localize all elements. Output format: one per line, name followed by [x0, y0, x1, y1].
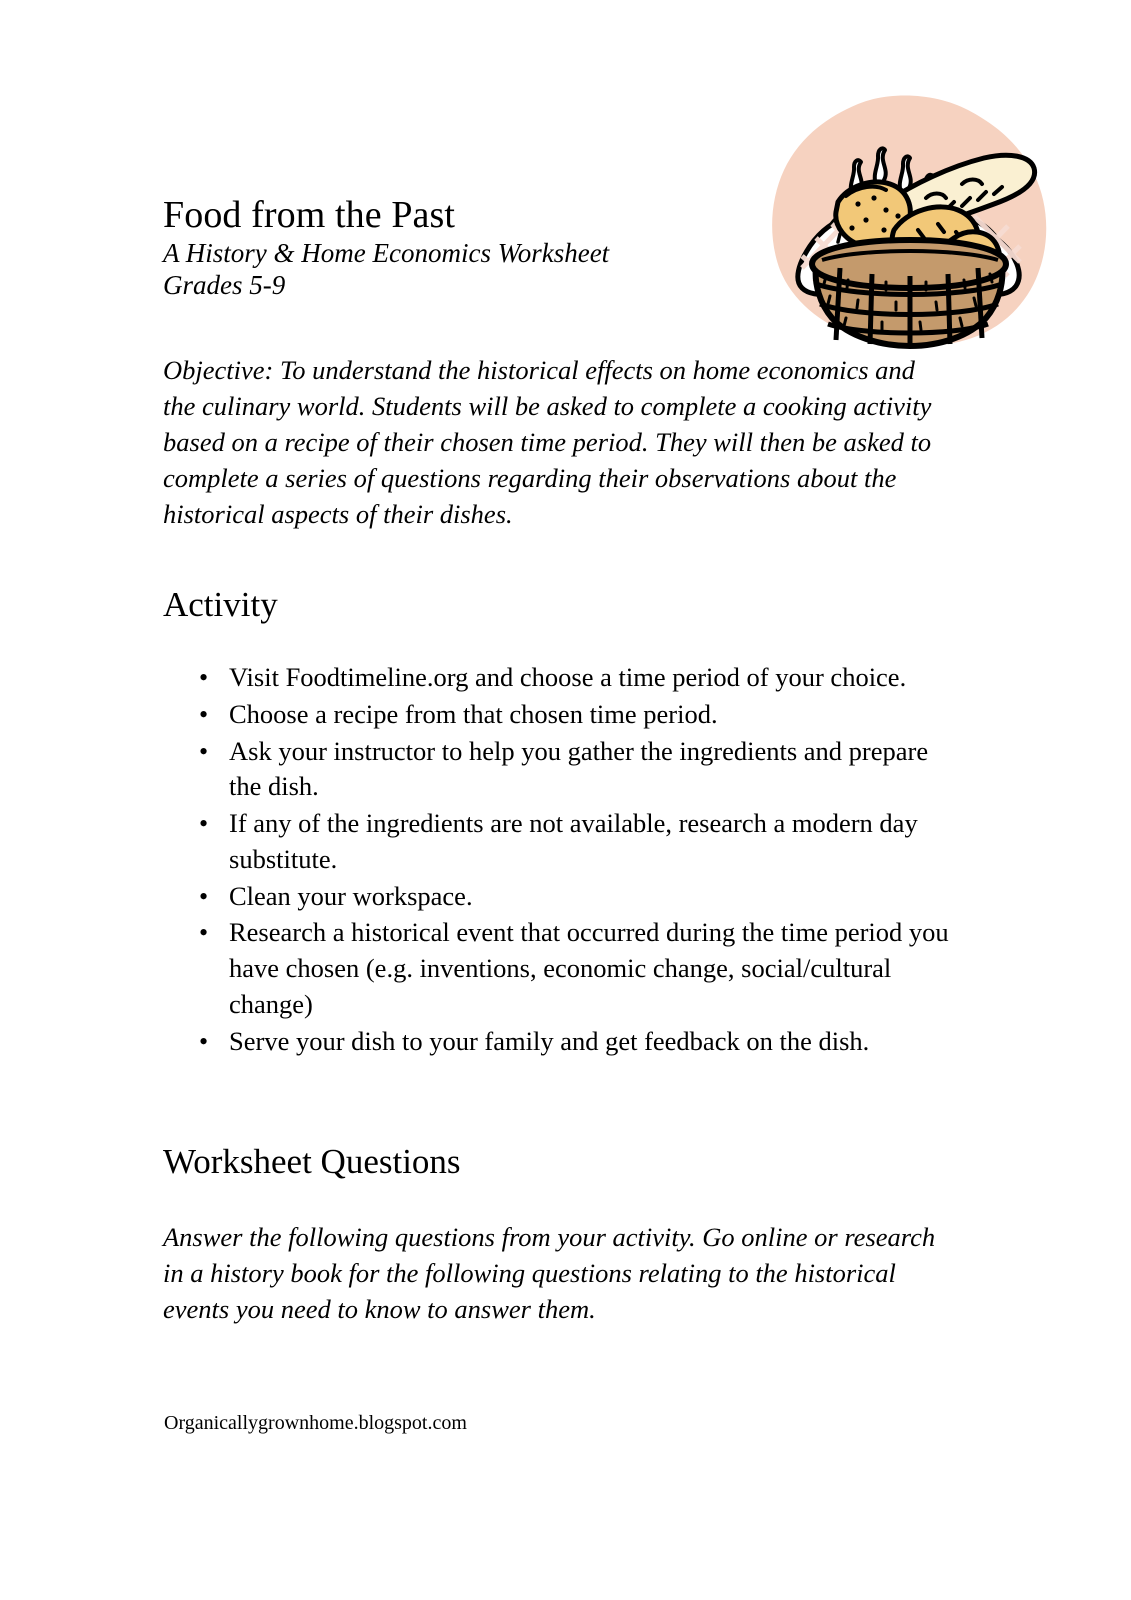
- list-item: [163, 660, 963, 696]
- page-title: Food from the Past: [163, 194, 456, 236]
- section-heading-activity: Activity: [163, 585, 278, 624]
- objective-paragraph: Objective: To understand the historical effects on home economics and the culinary world. Students will be asked to complete a cooking activity based on a recipe of their chosen time period. They will then be asked to complete a series of questions regarding their observations about the historical aspects of their dishes.: [163, 355, 932, 530]
- list-item: [163, 697, 963, 733]
- list-item-label: Choose a recipe from that chosen time period.: [229, 698, 718, 729]
- list-item: [163, 915, 963, 1022]
- list-item: [163, 1024, 963, 1060]
- list-item: [163, 806, 963, 878]
- bullet-icon: •: [199, 1026, 209, 1056]
- footer-attribution: Organicallygrownhome.blogspot.com: [164, 1412, 467, 1434]
- bullet-icon: •: [199, 699, 209, 729]
- list-item-label: Clean your workspace.: [229, 880, 473, 911]
- document-header: [163, 196, 783, 302]
- list-item-label: Serve your dish to your family and get feedback on the dish.: [229, 1025, 870, 1056]
- section-heading-worksheet-questions: Worksheet Questions: [163, 1142, 461, 1181]
- list-item-label: Ask your instructor to help you gather the ingredients and prepare the dish.: [229, 735, 929, 802]
- document-grade-range: Grades 5-9: [163, 269, 286, 300]
- bullet-icon: •: [199, 918, 209, 948]
- questions-intro-paragraph: Answer the following questions from your activity. Go online or research in a history book for the following questions relating to the historical events you need to know to answer them.: [163, 1222, 936, 1325]
- list-item-label: Visit Foodtimeline.org and choose a time period of your choice.: [229, 662, 907, 692]
- bullet-icon: •: [199, 736, 209, 766]
- list-item: [163, 734, 963, 806]
- bullet-icon: •: [199, 663, 209, 692]
- bullet-icon: •: [199, 881, 209, 911]
- bread-basket-illustration: [762, 88, 1054, 350]
- activity-list: [163, 660, 963, 1060]
- list-item: [163, 879, 963, 915]
- list-item-label: Research a historical event that occurred during the time period you have chosen (e.g. inventions, economic change, social/cultural change): [229, 917, 949, 1019]
- list-item-label: If any of the ingredients are not available, research a modern day substitute.: [229, 808, 918, 874]
- document-subtitle: A History & Home Economics Worksheet: [163, 237, 610, 268]
- bullet-icon: •: [199, 809, 209, 839]
